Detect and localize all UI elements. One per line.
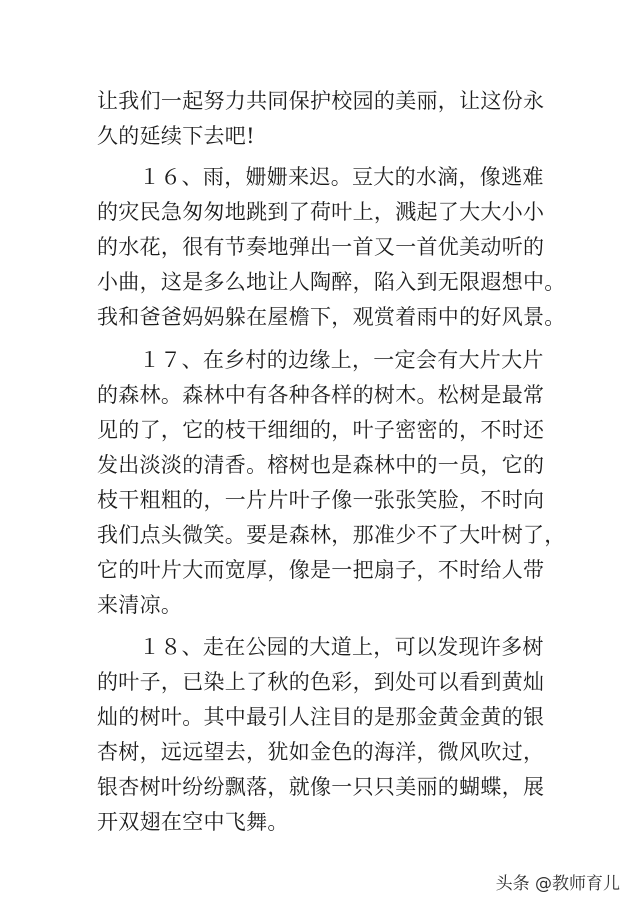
text-line: 的灾民急匆匆地跳到了荷叶上，溅起了大大小小 xyxy=(97,200,545,224)
text-line: 杏树，远远望去，犹如金色的海洋，微风吹过， xyxy=(97,740,545,764)
text-line: 来清凉。 xyxy=(97,593,183,617)
text-line: 见的了，它的枝干细细的，叶子密密的，不时还 xyxy=(97,418,545,442)
text-line: 发出淡淡的清香。榕树也是森林中的一员，它的 xyxy=(97,453,545,477)
paragraph-17 xyxy=(97,343,566,623)
paragraph-16 xyxy=(97,160,566,335)
text-line: 的叶子，已染上了秋的色彩，到处可以看到黄灿 xyxy=(97,670,545,694)
text-line: 它的叶片大而宽厚，像是一把扇子，不时给人带 xyxy=(97,558,545,582)
text-line: 的水花，很有节奏地弹出一首又一首优美动听的 xyxy=(97,235,545,259)
text-line: 枝干粗粗的，一片片叶子像一张张笑脸，不时向 xyxy=(97,488,545,512)
text-line: 久的延续下去吧! xyxy=(97,124,255,148)
text-line: 让我们一起努力共同保护校园的美丽，让这份永 xyxy=(97,89,545,113)
paragraph-continuation xyxy=(97,84,547,154)
text-line: 的森林。森林中有各种各样的树木。松树是最常 xyxy=(97,383,545,407)
text-line: 银杏树叶纷纷飘落，就像一只只美丽的蝴蝶，展 xyxy=(97,775,545,799)
text-line: 我们点头微笑。要是森林，那准少不了大叶树了， xyxy=(97,523,566,547)
paragraph-18 xyxy=(97,630,547,840)
text-line: １７、在乡村的边缘上，一定会有大片大片 xyxy=(139,348,544,372)
text-line: 灿的树叶。其中最引人注目的是那金黄金黄的银 xyxy=(97,705,545,729)
text-line: 小曲，这是多么地让人陶醉，陷入到无限遐想中。 xyxy=(97,270,566,294)
text-line: １８、走在公园的大道上，可以发现许多树 xyxy=(139,635,544,659)
text-line: １６、雨，姗姗来迟。豆大的水滴，像逃难 xyxy=(139,165,544,189)
text-line: 我和爸爸妈妈躲在屋檐下，观赏着雨中的好风景。 xyxy=(97,305,566,329)
source-watermark: 头条 @教师育儿 xyxy=(495,874,620,894)
text-line: 开双翅在空中飞舞。 xyxy=(97,810,289,834)
